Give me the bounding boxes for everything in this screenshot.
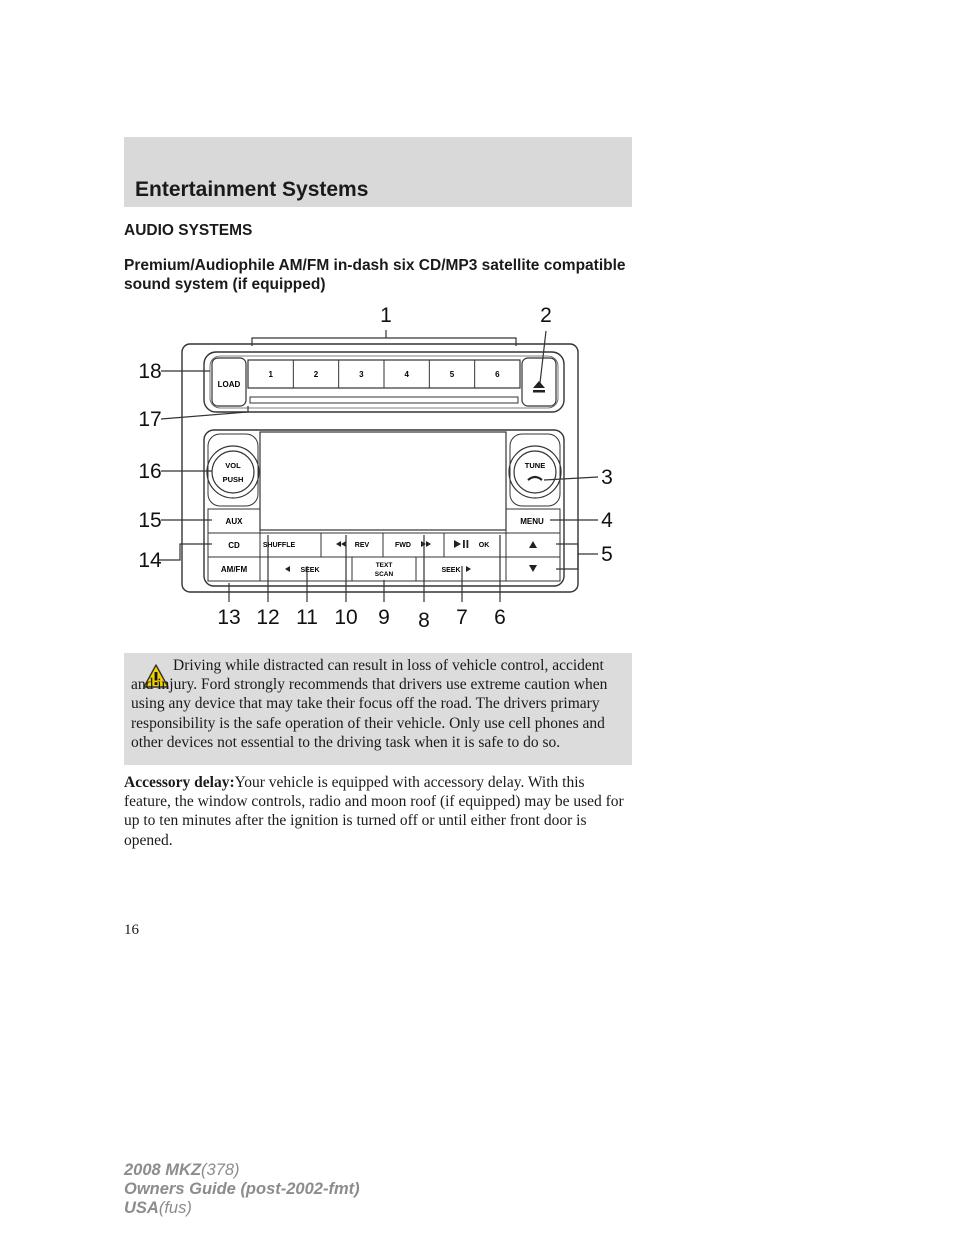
cd-label: CD (228, 541, 240, 550)
callout-16: 16 (138, 460, 162, 483)
vol-label: VOL (225, 461, 241, 470)
callout-17: 17 (138, 408, 162, 431)
warning-text: Driving while distracted can result in loss of vehicle control, accident and injury. Ford strongly recommends that drivers use extreme caution when using any device that may take their focus off the road. The drivers primary responsibility is the safe operation of their vehicle. Only use cell phones and other devices not essential to the driving task when it is safe to do so. (131, 657, 608, 751)
seek-left-label: SEEK (300, 567, 320, 574)
callout-6: 6 (494, 606, 506, 629)
footer-model-code: (378) (201, 1161, 240, 1179)
accessory-delay-paragraph (124, 773, 634, 850)
accessory-delay-text: Your vehicle is equipped with accessory delay. With this feature, the window controls, radio and moon roof (if equipped) may be used for up to ten minutes after the ignition is turned off or until either front door is opened. (124, 774, 624, 849)
pause-icon (463, 540, 465, 548)
callout-10: 10 (334, 606, 358, 629)
push-label: PUSH (222, 475, 244, 484)
callout-11: 11 (296, 606, 318, 629)
footer-model: 2008 MKZ (124, 1161, 202, 1179)
section-title: AUDIO SYSTEMS (124, 222, 253, 239)
callout-14: 14 (138, 549, 162, 572)
callout-18: 18 (138, 360, 162, 383)
callout-7: 7 (456, 606, 468, 629)
preset-button-3-label[interactable]: 3 (359, 370, 364, 379)
preset-button-6-label[interactable]: 6 (495, 370, 500, 379)
callout-15: 15 (138, 509, 162, 532)
tune-label: TUNE (524, 461, 546, 470)
display-screen (260, 432, 506, 530)
down-arrow-icon (529, 565, 537, 572)
ok-label: OK (478, 542, 490, 549)
vol-knob[interactable] (212, 451, 254, 493)
rewind-icon (336, 541, 346, 547)
fast-forward-icon (421, 541, 431, 547)
audio-system-diagram (124, 300, 624, 640)
text-label: TEXT (375, 562, 393, 569)
scan-label: SCAN (374, 571, 394, 578)
page-number: 16 (124, 922, 139, 938)
aux-label: AUX (225, 517, 243, 526)
callout-9: 9 (378, 606, 390, 629)
footer-region-code: (fus) (158, 1199, 192, 1217)
accessory-delay-label: Accessory delay: (124, 774, 235, 791)
seek-left-icon (285, 566, 290, 572)
eject-icon (533, 381, 545, 388)
amfm-label: AM/FM (220, 565, 248, 574)
preset-button-2-label[interactable]: 2 (313, 370, 319, 379)
fwd-label: FWD (395, 542, 411, 549)
callout-8: 8 (418, 609, 430, 632)
section-subtitle: Premium/Audiophile AM/FM in-dash six CD/MP3 satellite compatible sound system (if equipped) (124, 257, 626, 293)
callout-4: 4 (601, 509, 613, 532)
document-footer (124, 1161, 360, 1218)
play-icon (454, 540, 461, 548)
footer-region: USA (124, 1199, 159, 1217)
callout-13: 13 (217, 606, 241, 629)
seek-right-label: SEEK (441, 567, 461, 574)
preset-button-4-label[interactable]: 4 (404, 370, 409, 379)
callout-2: 2 (540, 304, 552, 327)
menu-label: MENU (520, 517, 544, 526)
preset-button-5-label[interactable]: 5 (449, 370, 455, 379)
cd-slot (250, 397, 518, 403)
seek-right-icon (466, 566, 471, 572)
callout-12: 12 (256, 606, 280, 629)
up-arrow-icon (529, 541, 537, 548)
callout-5: 5 (601, 543, 613, 566)
shuffle-label: SHUFFLE (262, 542, 296, 549)
page-header-title: Entertainment Systems (135, 178, 369, 201)
footer-guide: Owners Guide (post-2002-fmt) (124, 1180, 360, 1198)
callout-3: 3 (601, 466, 613, 489)
load-label: LOAD (217, 380, 241, 389)
rev-label: REV (354, 542, 370, 549)
tune-knob[interactable] (514, 451, 556, 493)
preset-button-1-label[interactable]: 1 (268, 370, 273, 379)
callout-1: 1 (380, 304, 392, 327)
